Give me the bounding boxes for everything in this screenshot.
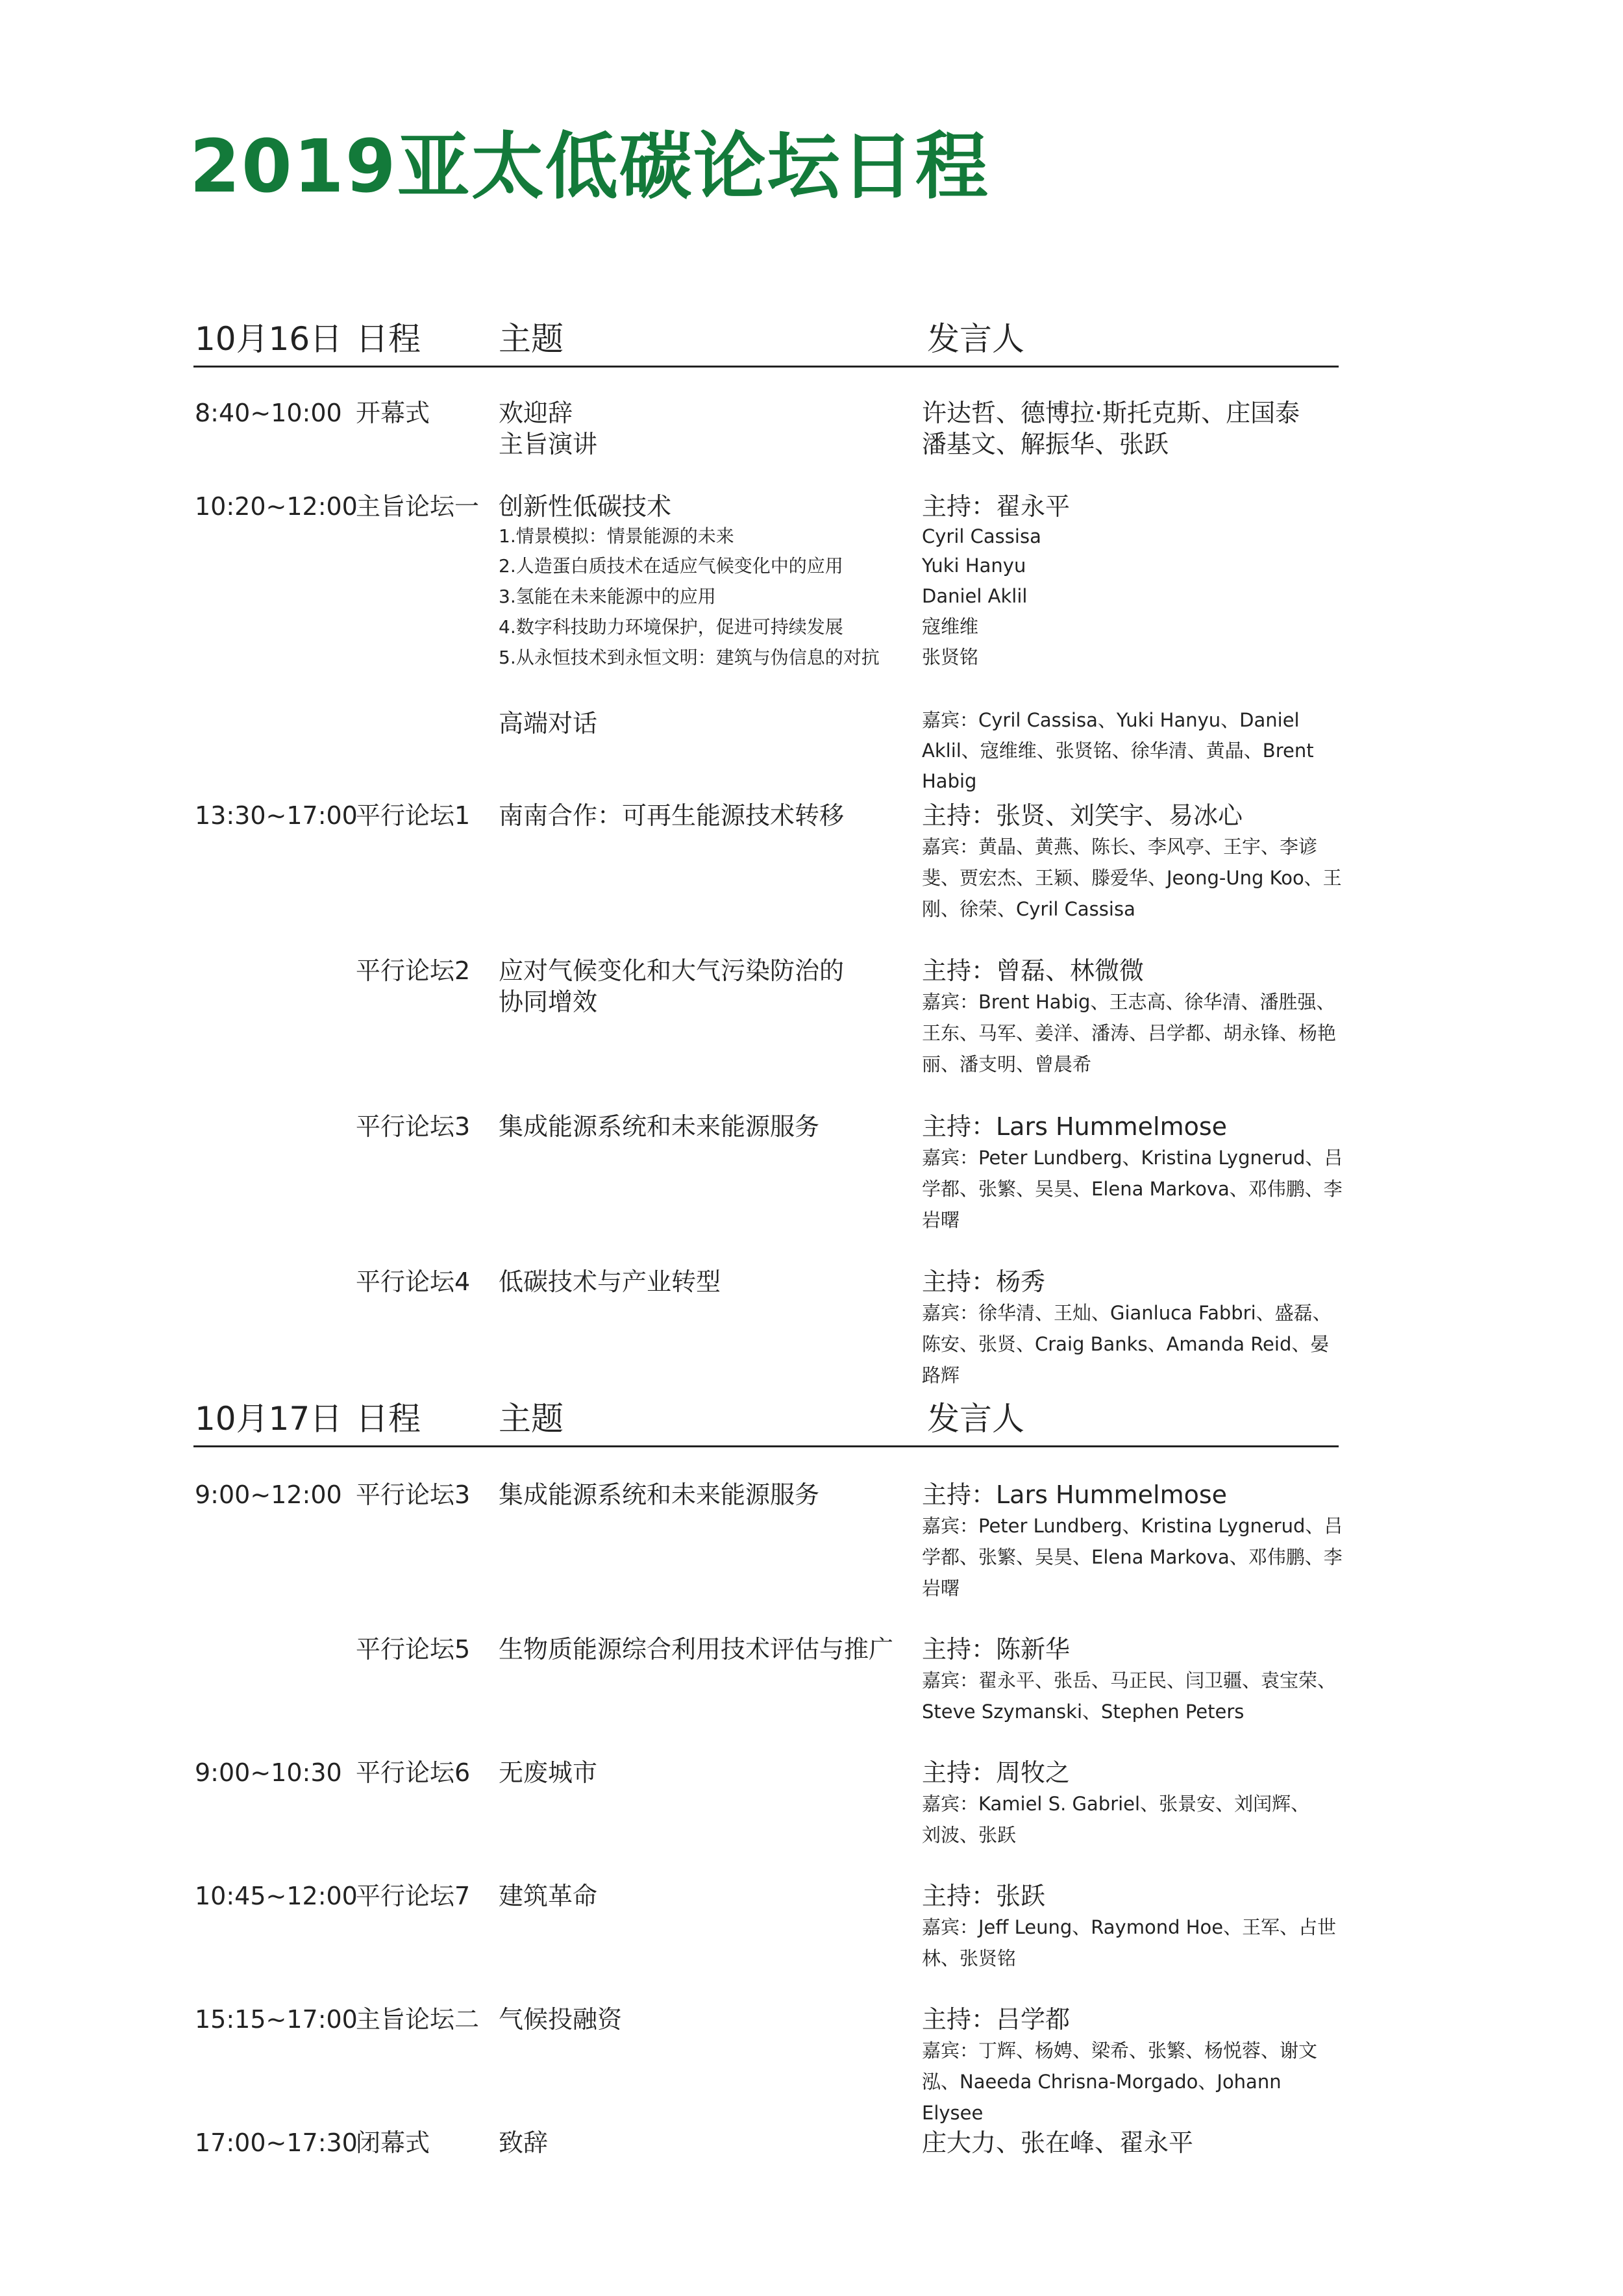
topic-cell: [499, 2127, 914, 2158]
topic-title: 生物质能源综合利用技术评估与推广: [499, 1635, 894, 1664]
session-name: 平行论坛5: [356, 1635, 471, 1664]
topic-cell: [499, 800, 914, 831]
topic-title: 集成能源系统和未来能源服务: [499, 1112, 820, 1141]
schedule-header: 日程: [356, 320, 421, 358]
topic-cell: [499, 1111, 914, 1142]
speaker-cell: [922, 2004, 1344, 2128]
host-line: 主持：周牧之: [922, 1758, 1071, 1787]
time-slot: 9:00~12:00: [195, 1480, 342, 1509]
header-divider: [193, 1445, 1339, 1447]
session-name: 主旨论坛二: [356, 2005, 480, 2034]
speaker-cell: [922, 955, 1344, 1080]
topic-cell: [499, 1479, 914, 1510]
topic-title: 致辞: [499, 2128, 549, 2157]
subtopic: 2.人造蛋白质技术在适应气候变化中的应用: [499, 555, 843, 577]
presenter: Cyril Cassisa: [922, 525, 1041, 547]
speaker-cell: [922, 1266, 1344, 1391]
speaker-cell: [922, 1111, 1344, 1236]
session-name: 主旨论坛一: [356, 492, 480, 521]
topic-title: 欢迎辞: [499, 399, 573, 427]
page-title: 2019亚太低碳论坛日程: [190, 125, 989, 209]
session-name: 平行论坛7: [356, 1882, 471, 1910]
speaker-cell: [922, 1757, 1344, 1851]
topic-title: 气候投融资: [499, 2005, 623, 2034]
day2-header: [0, 1398, 1623, 1456]
session-name: 开幕式: [356, 399, 430, 427]
header-divider: [193, 366, 1339, 368]
guest-list: 嘉宾：Brent Habig、王志高、徐华清、潘胜强、王东、马军、姜洋、潘涛、吕学都、胡永锋、杨艳丽、潘支明、曾晨希: [922, 991, 1337, 1075]
guest-list: 嘉宾：黄晶、黄燕、陈长、李风亭、王宇、李谚斐、贾宏杰、王颖、滕爱华、Jeong-Ung Koo、王刚、徐荣、Cyril Cassisa: [922, 836, 1342, 920]
topic-title: 建筑革命: [499, 1882, 598, 1910]
time-slot: 13:30~17:00: [195, 801, 358, 830]
host-line: 主持：张贤、刘笑宇、易冰心: [922, 801, 1243, 830]
host-line: 主持：陈新华: [922, 1635, 1071, 1664]
dialog-title: 高端对话: [499, 709, 598, 738]
host-line: 主持：Lars Hummelmose: [922, 1112, 1228, 1141]
time-slot: 15:15~17:00: [195, 2005, 358, 2034]
subtopic: 3.氢能在未来能源中的应用: [499, 586, 716, 607]
schedule-header: 日程: [356, 1400, 421, 1438]
day1-header: [0, 318, 1623, 377]
presenter: Daniel Aklil: [922, 585, 1028, 607]
time-slot: 9:00~10:30: [195, 1758, 342, 1787]
topic-cell: [499, 955, 862, 1017]
speaker-cell: [922, 491, 1344, 673]
guest-list: 嘉宾：Kamiel S. Gabriel、张景安、刘闰辉、刘波、张跃: [922, 1793, 1310, 1846]
presenter: 寇维维: [922, 616, 979, 638]
time-slot: 17:00~17:30: [195, 2128, 358, 2157]
speaker-cell: [922, 1479, 1344, 1604]
speaker-cell: [922, 1634, 1344, 1727]
session-name: 平行论坛4: [356, 1267, 471, 1296]
presenter: 张贤铭: [922, 646, 979, 668]
date-header: 10月16日: [195, 320, 343, 358]
speaker-line: 庄大力、张在峰、翟永平: [922, 2128, 1194, 2157]
date-header: 10月17日: [195, 1400, 343, 1438]
topic-header: 主题: [499, 1400, 564, 1438]
session-name: 平行论坛6: [356, 1758, 471, 1787]
subtopic: 1.情景模拟：情景能源的未来: [499, 525, 734, 547]
time-slot: 8:40~10:00: [195, 399, 342, 427]
topic-title: 南南合作：可再生能源技术转移: [499, 801, 845, 830]
topic-cell: [499, 397, 914, 460]
time-slot: 10:20~12:00: [195, 492, 358, 521]
topic-cell: [499, 1634, 914, 1665]
guest-list: 嘉宾：Peter Lundberg、Kristina Lygnerud、吕学都、张繁、吴昊、Elena Markova、邓伟鹏、李岩曙: [922, 1515, 1343, 1599]
host-line: 主持：Lars Hummelmose: [922, 1480, 1228, 1509]
guest-list: 嘉宾：丁辉、杨娉、梁希、张繁、杨悦蓉、谢文泓、Naeeda Chrisna-Morgado、Johann Elysee: [922, 2040, 1318, 2124]
speaker-line: 许达哲、德博拉·斯托克斯、庄国泰: [922, 399, 1300, 427]
guest-list: 嘉宾：Jeff Leung、Raymond Hoe、王军、占世林、张贤铭: [922, 1916, 1337, 1969]
topic-cell: [499, 1757, 914, 1788]
session-name: 闭幕式: [356, 2128, 430, 2157]
topic-title: 集成能源系统和未来能源服务: [499, 1480, 820, 1509]
speaker-cell: [922, 2127, 1344, 2158]
subtopic: 5.从永恒技术到永恒文明：建筑与伪信息的对抗: [499, 647, 880, 668]
guest-list: 嘉宾：徐华清、王灿、Gianluca Fabbri、盛磊、陈安、张贤、Craig Banks、Amanda Reid、晏路辉: [922, 1302, 1332, 1386]
host-line: 主持：曾磊、林微微: [922, 956, 1145, 985]
speaker-header: 发言人: [927, 320, 1024, 358]
host-line: 主持：吕学都: [922, 2005, 1071, 2034]
topic-title: 低碳技术与产业转型: [499, 1267, 721, 1296]
topic-title: 应对气候变化和大气污染防治的协同增效: [499, 956, 845, 1016]
speaker-cell: [922, 800, 1344, 925]
host-line: 主持：张跃: [922, 1882, 1046, 1910]
host-line: 主持：杨秀: [922, 1267, 1046, 1296]
subtopic: 4.数字科技助力环境保护，促进可持续发展: [499, 616, 843, 638]
time-slot: 10:45~12:00: [195, 1882, 358, 1910]
guest-list: 嘉宾：翟永平、张岳、马正民、闫卫疆、袁宝荣、Steve Szymanski、Stephen Peters: [922, 1669, 1337, 1723]
session-name: 平行论坛2: [356, 956, 471, 985]
topic-cell: [499, 2004, 914, 2035]
speaker-header: 发言人: [927, 1400, 1024, 1438]
topic-title: 创新性低碳技术: [499, 492, 672, 521]
topic-title: 主旨演讲: [499, 430, 598, 458]
presenter: Yuki Hanyu: [922, 555, 1026, 577]
topic-cell: [499, 1266, 914, 1297]
topic-title: 无废城市: [499, 1758, 598, 1787]
speaker-line: 潘基文、解振华、张跃: [922, 430, 1169, 458]
host-line: 主持：翟永平: [922, 492, 1071, 521]
topic-cell: [499, 1880, 914, 1912]
topic-header: 主题: [499, 320, 564, 358]
session-name: 平行论坛1: [356, 801, 471, 830]
guest-list: 嘉宾：Peter Lundberg、Kristina Lygnerud、吕学都、张繁、吴昊、Elena Markova、邓伟鹏、李岩曙: [922, 1147, 1343, 1231]
guest-list: 嘉宾：Cyril Cassisa、Yuki Hanyu、Daniel Aklil、寇维维、张贤铭、徐华清、黄晶、Brent Habig: [922, 709, 1314, 792]
session-name: 平行论坛3: [356, 1112, 471, 1141]
topic-cell: [499, 491, 914, 673]
session-name: 平行论坛3: [356, 1480, 471, 1509]
speaker-cell: [922, 1880, 1344, 1974]
speaker-cell: [922, 397, 1344, 460]
